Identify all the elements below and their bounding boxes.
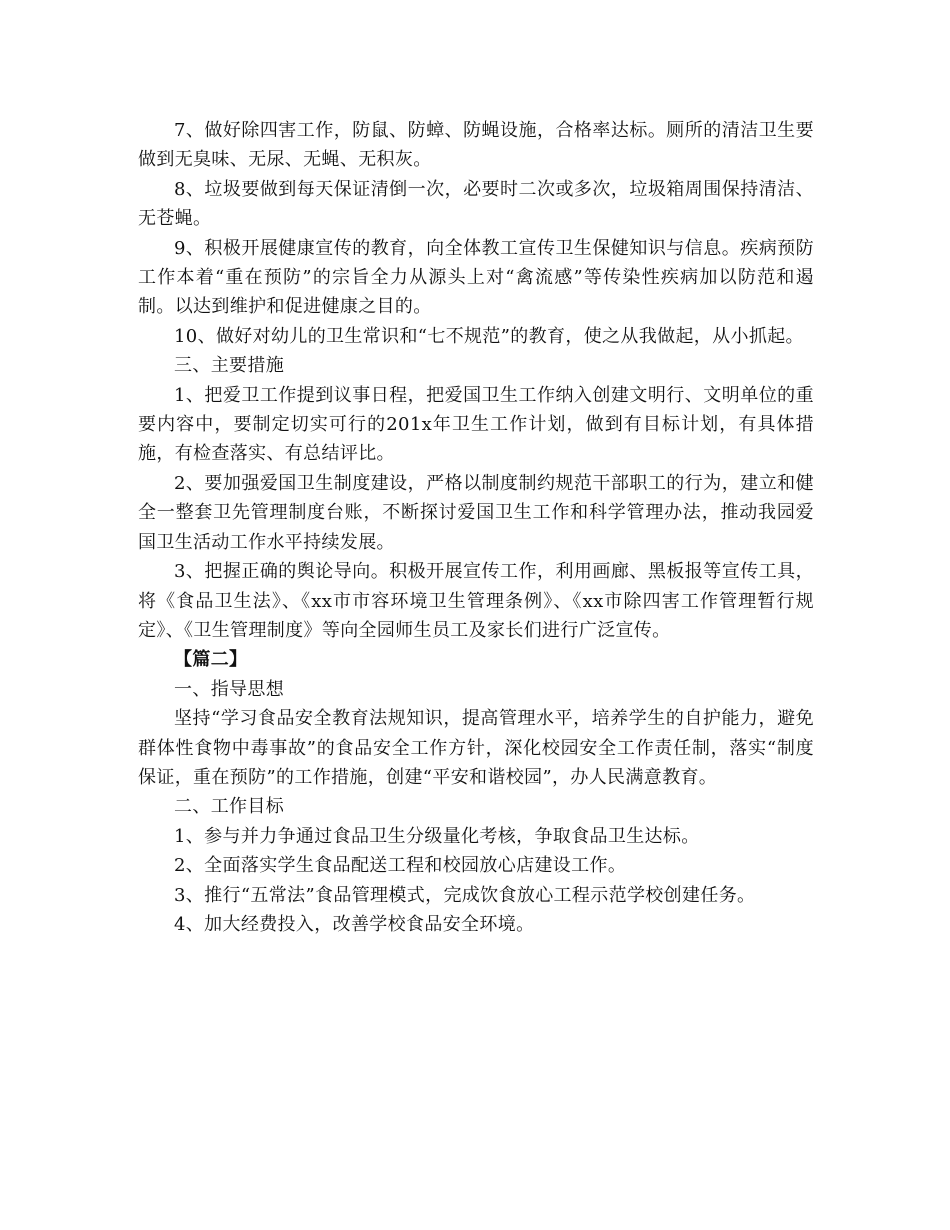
paragraph-item-9: 9、积极开展健康宣传的教育，向全体教工宣传卫生保健知识与信息。疾病预防工作本着“重在预防”的宗旨全力从源头上对“禽流感”等传染性疾病加以防范和遏制。以达到维护和促进健康之目的。 [138,237,814,318]
paragraph-goal-2: 2、全面落实学生食品配送工程和校园放心店建设工作。 [174,855,627,877]
paragraph-measure-1: 1、把爱卫工作提到议事日程，把爱国卫生工作纳入创建文明行、文明单位的重要内容中，要制定切实可行的201x年卫生工作计划，做到有目标计划，有具体措施，有检查落实、有总结评比。 [138,384,814,465]
paragraph-goal-3: 3、推行“五常法”食品管理模式，完成饮食放心工程示范学校创建任务。 [174,884,756,906]
section-heading-guiding-ideology: 一、指导思想 [174,678,285,700]
paragraph-measure-2: 2、要加强爱国卫生制度建设，严格以制度制约规范干部职工的行为，建立和健全一整套卫先管理制度台账，不断探讨爱国卫生工作和科学管理办法，推动我园爱国卫生活动工作水平持续发展。 [138,472,814,553]
paragraph-goal-4: 4、加大经费投入，改善学校食品安全环境。 [174,913,535,935]
paragraph-item-7: 7、做好除四害工作，防鼠、防蟑、防蝇设施，合格率达标。厕所的清洁卫生要做到无臭味、无尿、无蝇、无积灰。 [138,120,814,171]
paragraph-measure-3: 3、把握正确的舆论导向。积极开展宣传工作，利用画廊、黑板报等宣传工具，将《食品卫生法》、《xx市市容环境卫生管理条例》、《xx市除四害工作管理暂行规定》、《卫生管理制度》等向全园师生员工及家长们进行广泛宣传。 [138,561,814,641]
paragraph-goal-1: 1、参与并力争通过食品卫生分级量化考核，争取食品卫生达标。 [174,825,700,847]
section-heading-main-measures: 三、主要措施 [174,355,285,377]
document-body [138,116,814,939]
section-heading-work-goals: 二、工作目标 [174,796,285,818]
paragraph-item-10: 10、做好对幼儿的卫生常识和“七不规范”的教育，使之从我做起，从小抓起。 [174,325,804,347]
paragraph-guiding-ideology: 坚持“学习食品安全教育法规知识，提高管理水平，培养学生的自护能力，避免群体性食物中毒事故”的食品安全工作方针，深化校园安全工作责任制，落实“制度保证，重在预防”的工作措施，创建“平安和谐校园”，办人民满意教育。 [138,708,814,788]
part-two-heading: 【篇二】 [174,649,248,671]
paragraph-item-8: 8、垃圾要做到每天保证清倒一次，必要时二次或多次，垃圾箱周围保持清洁、无苍蝇。 [138,178,814,230]
